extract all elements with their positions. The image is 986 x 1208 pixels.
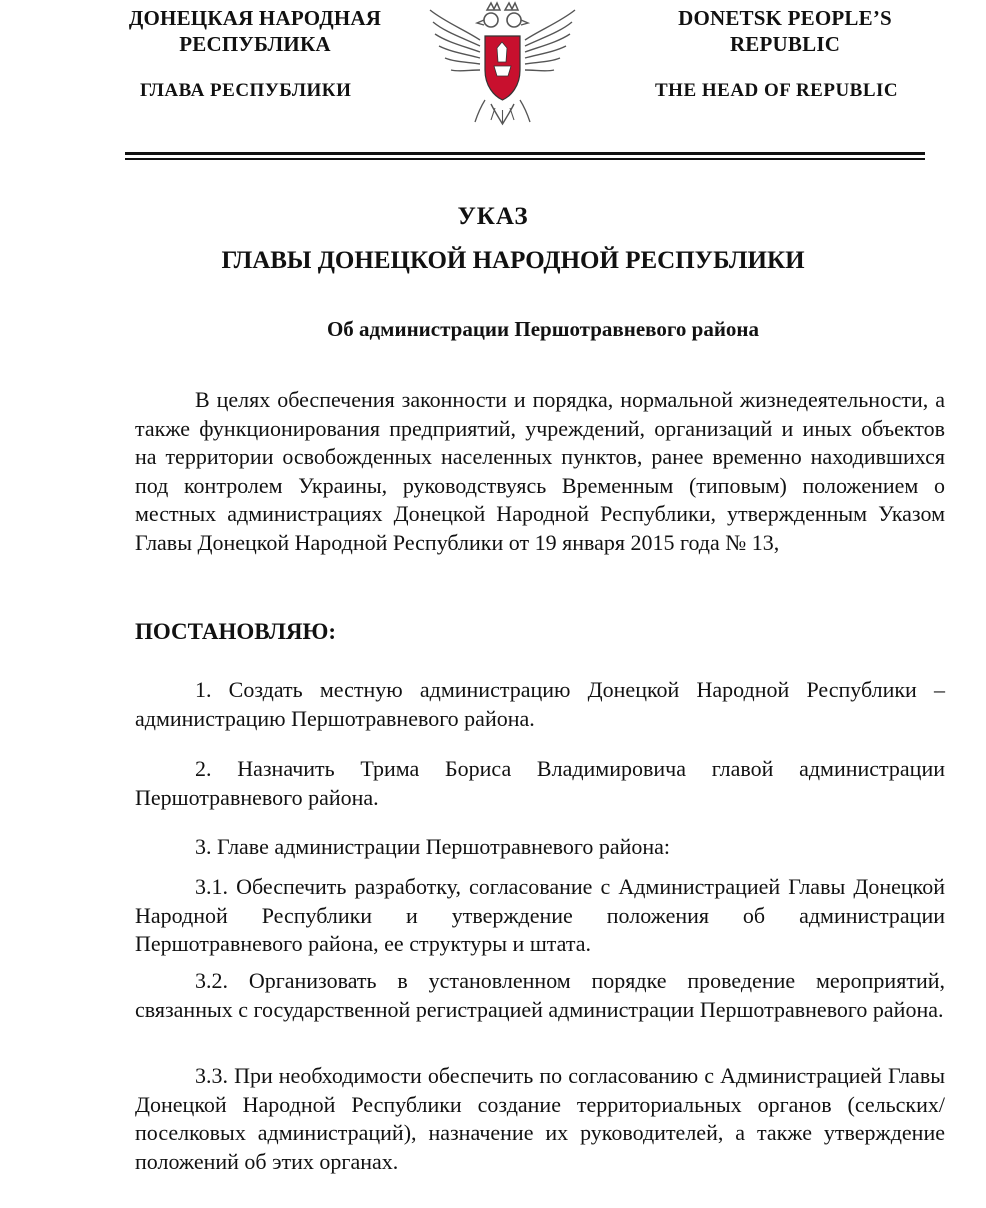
decree-item-3-2: 3.2. Организовать в установленном порядке проведение мероприятий, связанных с государственной регистрацией администрации Першотравневого района. — [135, 968, 945, 1022]
header-right-title-line1: DONETSK PEOPLE’S — [678, 6, 892, 30]
header-left-title — [95, 5, 415, 57]
header-divider-thick — [125, 152, 925, 155]
decree-item-3-1: 3.1. Обеспечить разработку, согласование с Администрацией Главы Донецкой Народной Республики и утверждение положения об администрации Першотравневого района, ее структуры и штата. — [135, 874, 945, 956]
decree-item-1: 1. Создать местную администрацию Донецкой Народной Республики – администрацию Першотравневого района. — [135, 677, 945, 731]
preamble-paragraph: В целях обеспечения законности и порядка, нормальной жизнедеятельности, а также функционирования предприятий, учреждений, организаций и иных объектов на территории освобожденных населенных пунктов, ранее временно находившихся под контролем Украины, руководствуясь Временным (типовым) положением о местных администрациях Донецкой Народной Республики, утвержденным Указом Главы Донецкой Народной Республики от 19 января 2015 года № 13, — [135, 387, 945, 555]
decree-word: ПОСТАНОВЛЯЮ: — [135, 619, 337, 644]
decree-item-3: 3. Главе администрации Першотравневого района: — [195, 834, 671, 859]
document-kind: УКАЗ — [457, 203, 529, 230]
document-subject: Об администрации Першотравневого района — [326, 317, 760, 341]
header-left-title-line2: РЕСПУБЛИКА — [179, 32, 331, 56]
header-divider-thin — [125, 158, 925, 160]
decree-item-2: 2. Назначить Трима Бориса Владимировича главой администрации Першотравневого района. — [135, 756, 945, 810]
double-headed-eagle-emblem-icon — [425, 0, 580, 130]
document-issuer: ГЛАВЫ ДОНЕЦКОЙ НАРОДНОЙ РЕСПУБЛИКИ — [221, 247, 805, 274]
header-right-subtitle: THE HEAD OF REPUBLIC — [655, 80, 899, 101]
header-right-title-line2: REPUBLIC — [729, 32, 841, 56]
header-left-subtitle: ГЛАВА РЕСПУБЛИКИ — [140, 80, 352, 101]
header-left-title-line1: ДОНЕЦКАЯ НАРОДНАЯ — [128, 6, 382, 30]
decree-item-3-3: 3.3. При необходимости обеспечить по согласованию с Администрацией Главы Донецкой Народной Республики создание территориальных органов (сельских/поселковых администраций), назначение их руководителей, а также утверждение положений об этих органах. — [135, 1063, 945, 1174]
header-right-title — [625, 5, 945, 57]
